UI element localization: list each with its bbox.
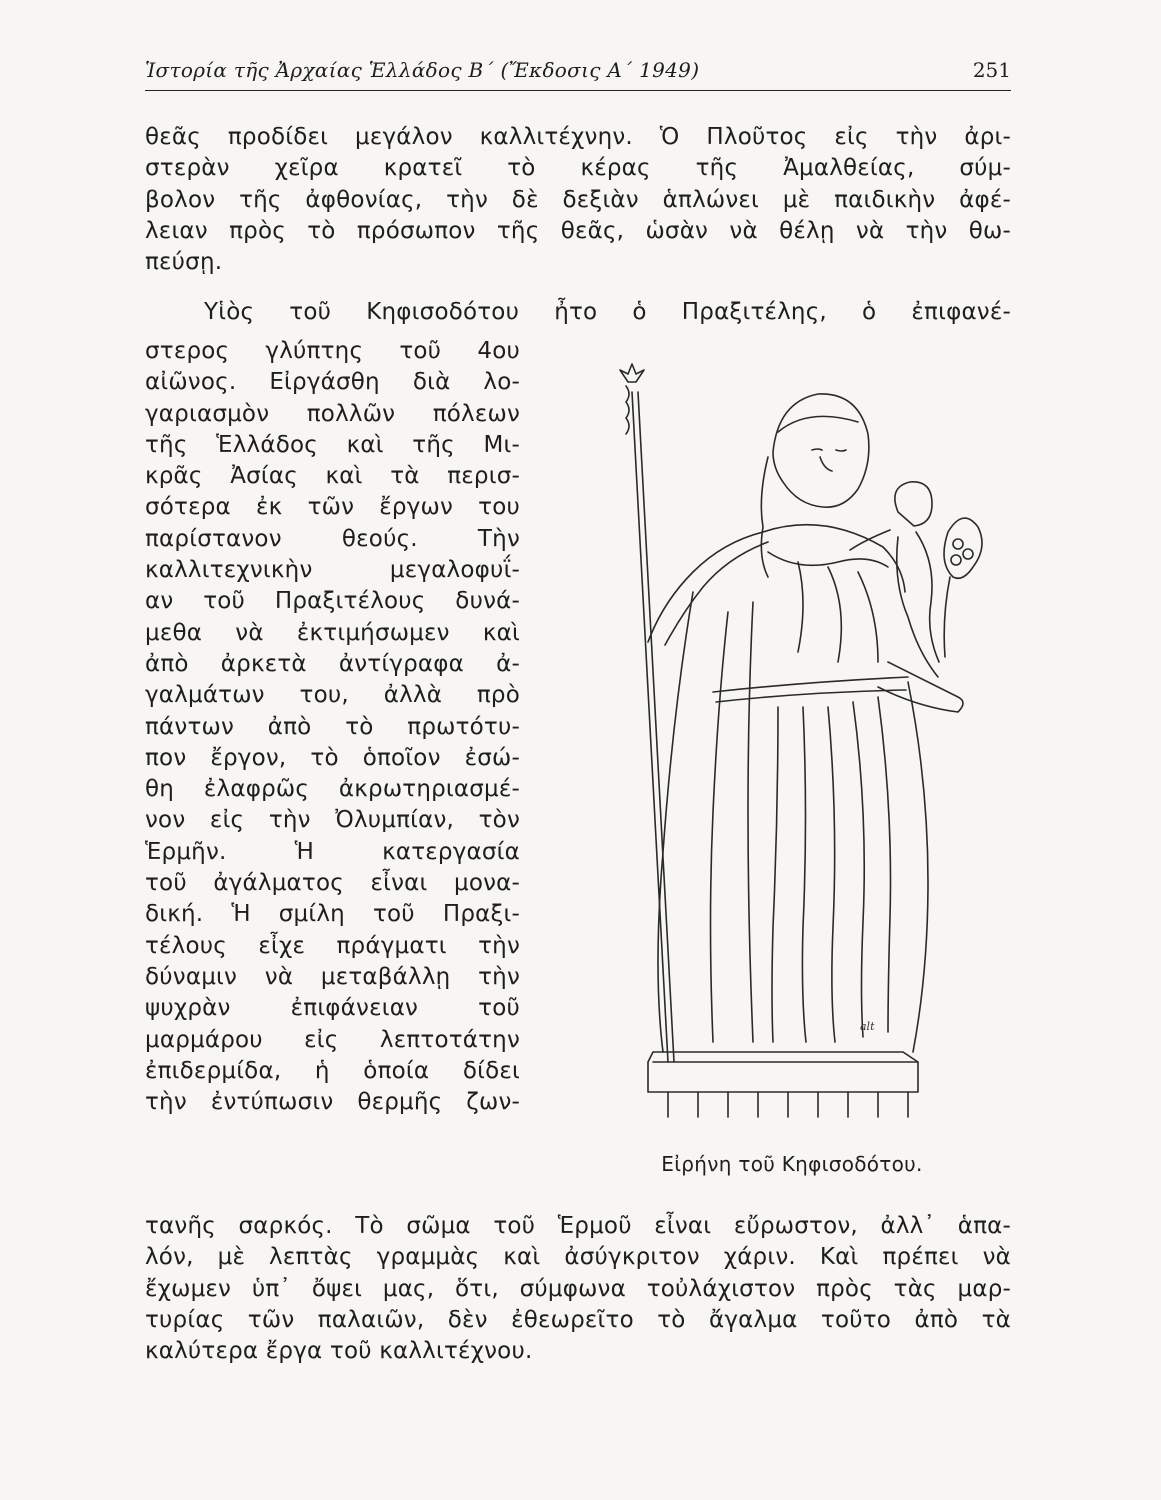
staff-ornament	[626, 386, 629, 434]
text-line: πεύσῃ.	[145, 249, 223, 276]
staff-shaft	[632, 392, 668, 1062]
second-paragraph-column	[145, 336, 520, 1118]
cornucopia-fruit	[944, 518, 982, 578]
staff-finial	[620, 364, 644, 382]
text-line: ἔχωμεν ὑπ᾽ ὄψει μας, ὅτι, σύμφωνα τοὐλάχιστον πρὸς τὰς μαρ-	[145, 1275, 1011, 1302]
belt	[713, 677, 908, 692]
page-number: 251	[972, 58, 1011, 82]
text-line: γαλμάτων του, ἀλλὰ πρὸ	[145, 682, 520, 709]
raised-arm-inner	[665, 542, 768, 645]
text-line: πάντων ἀπὸ τὸ πρωτότυ-	[145, 713, 520, 740]
statue-base	[648, 1052, 918, 1092]
text-line: ψυχρὰν ἐπιφάνειαν τοῦ	[145, 995, 520, 1022]
statue-head	[773, 394, 869, 507]
text-line: νον εἰς τὴν Ὀλυμπίαν, τὸν	[145, 807, 520, 834]
text-line: τῆς Ἑλλάδος καὶ τῆς Μι-	[145, 431, 520, 458]
text-line: λόν, μὲ λεπτὰς γραμμὰς καὶ ἀσύγκριτον χάριν. Καὶ πρέπει νὰ	[145, 1244, 1011, 1271]
text-line: τοῦ ἀγάλματος εἶναι μονα-	[145, 870, 520, 897]
text-line: μαρμάρου εἰς λεπτοτάτην	[145, 1026, 520, 1053]
text-line: θεᾶς προδίδει μεγάλον καλλιτέχνην. Ὁ Πλοῦτος εἰς τὴν ἀρι-	[145, 124, 1011, 150]
text-line: καλύτερα ἔργα τοῦ καλλιτέχνου.	[145, 1338, 533, 1365]
text-line: Υἱὸς τοῦ Κηφισοδότου ἦτο ὁ Πραξιτέλης, ὁ ἐπιφανέ-	[204, 299, 1011, 325]
text-line: αν τοῦ Πραξιτέλους δυνά-	[145, 588, 520, 615]
figure-caption: Εἰρήνη τοῦ Κηφισοδότου.	[661, 1152, 923, 1176]
hair-band	[778, 416, 858, 432]
text-line: τανῆς σαρκός. Τὸ σῶμα τοῦ Ἑρμοῦ εἶναι εὔρωστον, ἀλλ᾽ ἁπα-	[145, 1213, 1011, 1239]
child-back	[916, 532, 939, 662]
supporting-arm	[878, 662, 963, 712]
second-paragraph-first-line	[204, 297, 1011, 328]
text-line: δύναμιν νὰ μεταβάλλῃ τὴν	[145, 963, 520, 990]
text-line: τυρίας τῶν παλαιῶν, δὲν ἐθεωρεῖτο τὸ ἄγαλμα τοῦτο ἀπὸ τὰ	[145, 1306, 1011, 1333]
top-paragraph	[145, 122, 1011, 278]
running-header	[145, 56, 1011, 91]
face-features	[812, 449, 846, 471]
text-line: Ἑρμῆν. Ἡ κατεργασία	[145, 838, 520, 865]
text-line: γαριασμὸν πολλῶν πόλεων	[145, 400, 520, 427]
robe-right-edge	[908, 682, 928, 1052]
staff-shaft-edge	[638, 392, 674, 1062]
child-body	[850, 530, 938, 677]
text-line: παρίστανον θεούς. Τὴν	[145, 525, 520, 552]
text-line: σότερα ἐκ τῶν ἔργων του	[145, 494, 520, 521]
text-line: τὴν ἐντύπωσιν θερμῆς ζων-	[145, 1089, 520, 1116]
text-line: ἐπιδερμίδα, ἡ ὁποία δίδει	[145, 1057, 520, 1084]
text-line: αἰῶνος. Εἰργάσθη διὰ λο-	[145, 369, 520, 396]
text-line: βολον τῆς ἀφθονίας, τὴν δὲ δεξιὰν ἁπλώνει μὲ παιδικὴν ἀφέ-	[145, 186, 1011, 213]
text-line: στερος γλύπτης τοῦ 4ου	[145, 338, 520, 364]
text-line: δική. Ἡ σμίλη τοῦ Πραξι-	[145, 901, 520, 928]
belt-lower	[716, 690, 906, 702]
text-line: μεθα νὰ ἐκτιμήσωμεν καὶ	[145, 619, 520, 646]
text-line: πον ἔργον, τὸ ὁποῖον ἐσώ-	[145, 744, 520, 771]
child-head	[895, 482, 932, 526]
text-line: λειαν πρὸς τὸ πρόσωπον τῆς θεᾶς, ὡσὰν νὰ θέλῃ νὰ τὴν θω-	[145, 217, 1011, 244]
raised-arm	[648, 532, 763, 642]
cornucopia-horn	[944, 577, 950, 657]
text-line: ἀπὸ ἀρκετὰ ἀντίγραφα ἀ-	[145, 650, 520, 677]
bottom-paragraph	[145, 1211, 1011, 1367]
text-line: στερὰν χεῖρα κρατεῖ τὸ κέρας τῆς Ἀμαλθείας, σύμ-	[145, 155, 1011, 182]
eirene-statue-drawing	[598, 362, 986, 1142]
neckline	[768, 552, 888, 567]
text-line: καλλιτεχνικὴν μεγαλοφυΐ-	[145, 557, 520, 584]
text-line: κρᾶς Ἀσίας καὶ τὰ περισ-	[145, 463, 520, 490]
running-title: Ἱστορία τῆς Ἀρχαίας Ἑλλάδος Β΄ (Ἔκδοσις Α΄ 1949)	[145, 58, 700, 82]
statue-illustration	[598, 362, 986, 1142]
text-line: θη ἐλαφρῶς ἀκρωτηριασμέ-	[145, 776, 520, 803]
hair-locks	[761, 457, 768, 577]
artist-signature: alt	[860, 1020, 875, 1033]
base-hatching	[668, 1092, 908, 1117]
text-line: τέλους εἶχε πράγματι τὴν	[145, 932, 520, 959]
